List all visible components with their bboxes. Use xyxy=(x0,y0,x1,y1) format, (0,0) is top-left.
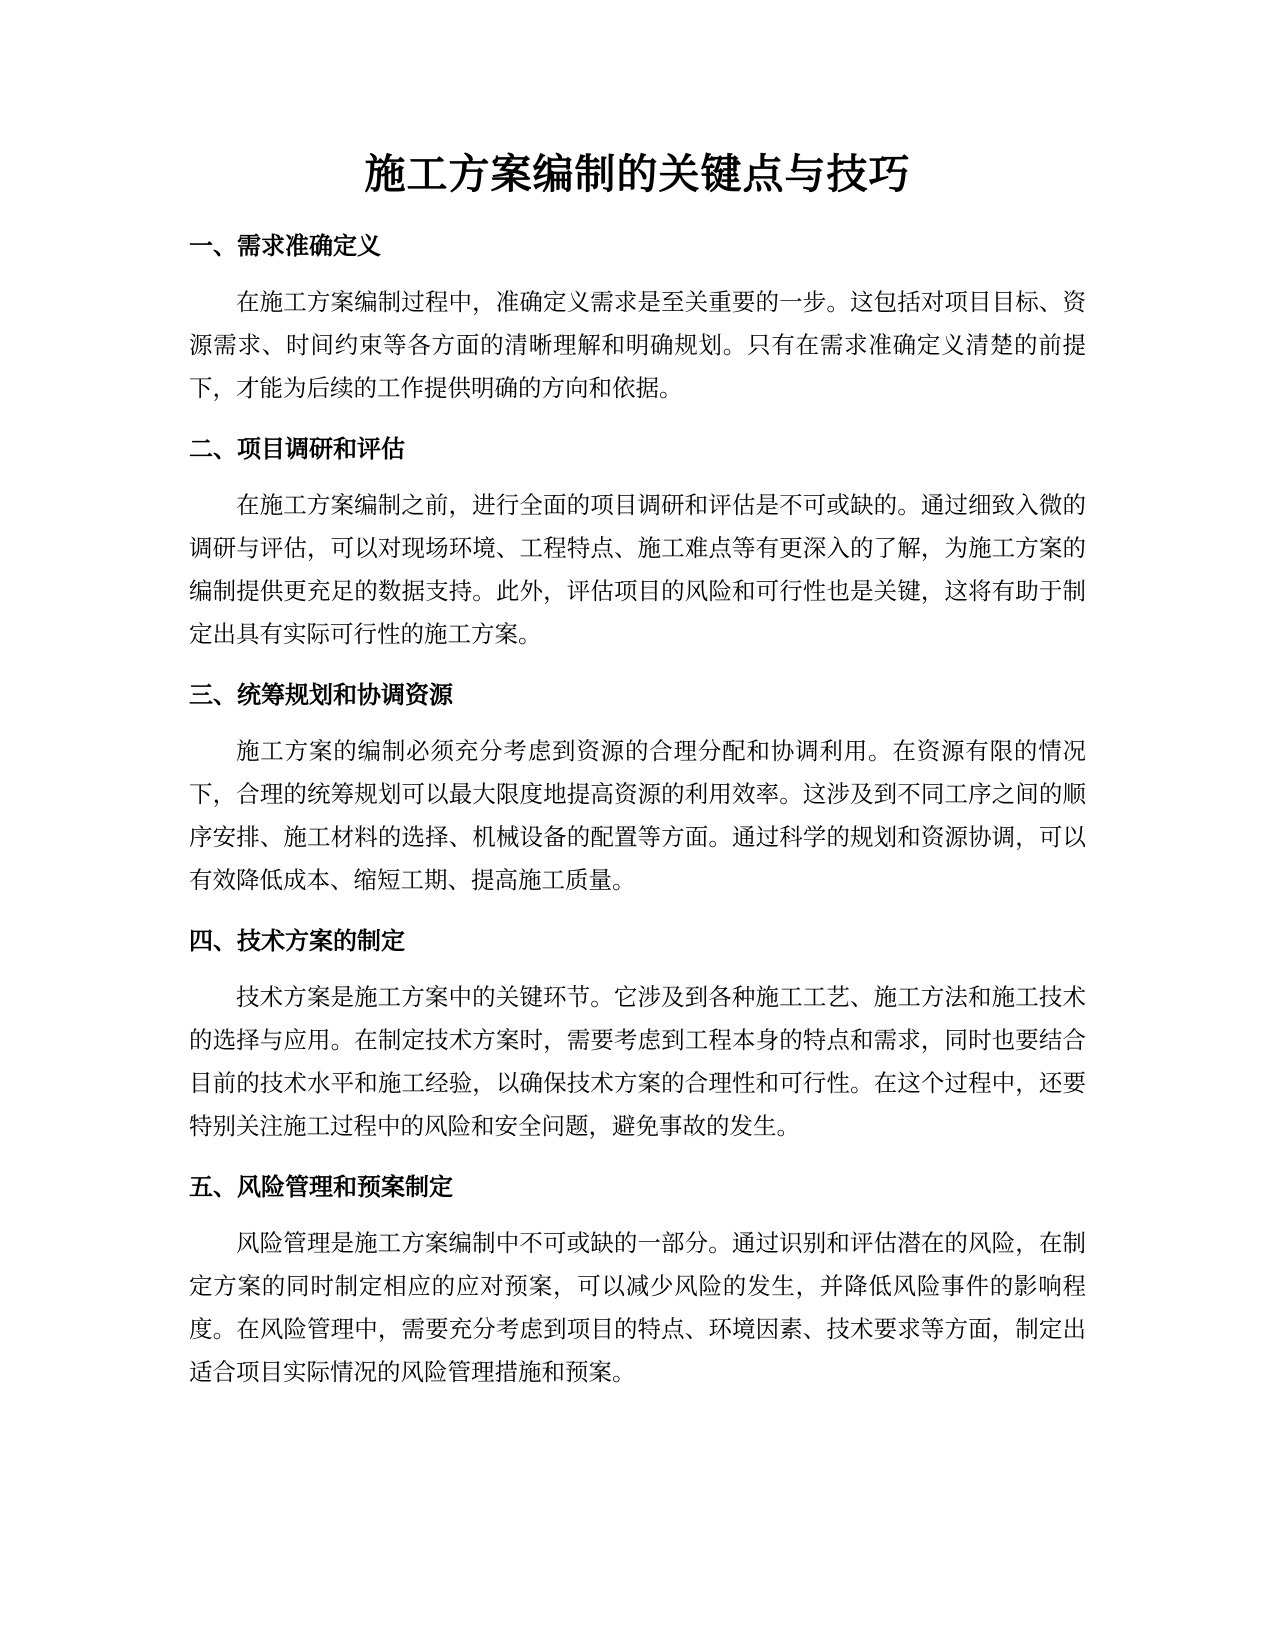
section-5 xyxy=(189,1169,1086,1394)
section-paragraph: 技术方案是施工方案中的关键环节。它涉及到各种施工工艺、施工方法和施工技术的选择与应用。在制定技术方案时，需要考虑到工程本身的特点和需求，同时也要结合目前的技术水平和施工经验，以确保技术方案的合理性和可行性。在这个过程中，还要特别关注施工过程中的风险和安全问题，避免事故的发生。 xyxy=(189,983,1086,1140)
section-heading: 三、统筹规划和协调资源 xyxy=(189,681,453,709)
section-1 xyxy=(189,228,1086,410)
section-paragraph: 风险管理是施工方案编制中不可或缺的一部分。通过识别和评估潜在的风险，在制定方案的同时制定相应的应对预案，可以减少风险的发生，并降低风险事件的影响程度。在风险管理中，需要充分考虑到项目的特点、环境因素、技术要求等方面，制定出适合项目实际情况的风险管理措施和预案。 xyxy=(189,1229,1086,1386)
section-paragraph: 在施工方案编制之前，进行全面的项目调研和评估是不可或缺的。通过细致入微的调研与评估，可以对现场环境、工程特点、施工难点等有更深入的了解，为施工方案的编制提供更充足的数据支持。此外，评估项目的风险和可行性也是关键，这将有助于制定出具有实际可行性的施工方案。 xyxy=(189,491,1086,648)
section-heading: 五、风险管理和预案制定 xyxy=(189,1173,453,1201)
section-paragraph: 施工方案的编制必须充分考虑到资源的合理分配和协调利用。在资源有限的情况下，合理的统筹规划可以最大限度地提高资源的利用效率。这涉及到不同工序之间的顺序安排、施工材料的选择、机械设备的配置等方面。通过科学的规划和资源协调，可以有效降低成本、缩短工期、提高施工质量。 xyxy=(189,737,1086,894)
section-heading: 四、技术方案的制定 xyxy=(189,927,405,955)
section-3 xyxy=(189,677,1086,902)
section-paragraph: 在施工方案编制过程中，准确定义需求是至关重要的一步。这包括对项目目标、资源需求、时间约束等各方面的清晰理解和明确规划。只有在需求准确定义清楚的前提下，才能为后续的工作提供明确的方向和依据。 xyxy=(189,288,1086,402)
document-title: 施工方案编制的关键点与技巧 xyxy=(364,150,911,198)
section-2 xyxy=(189,431,1086,656)
section-heading: 一、需求准确定义 xyxy=(189,232,381,260)
section-4 xyxy=(189,923,1086,1148)
section-heading: 二、项目调研和评估 xyxy=(189,435,405,463)
